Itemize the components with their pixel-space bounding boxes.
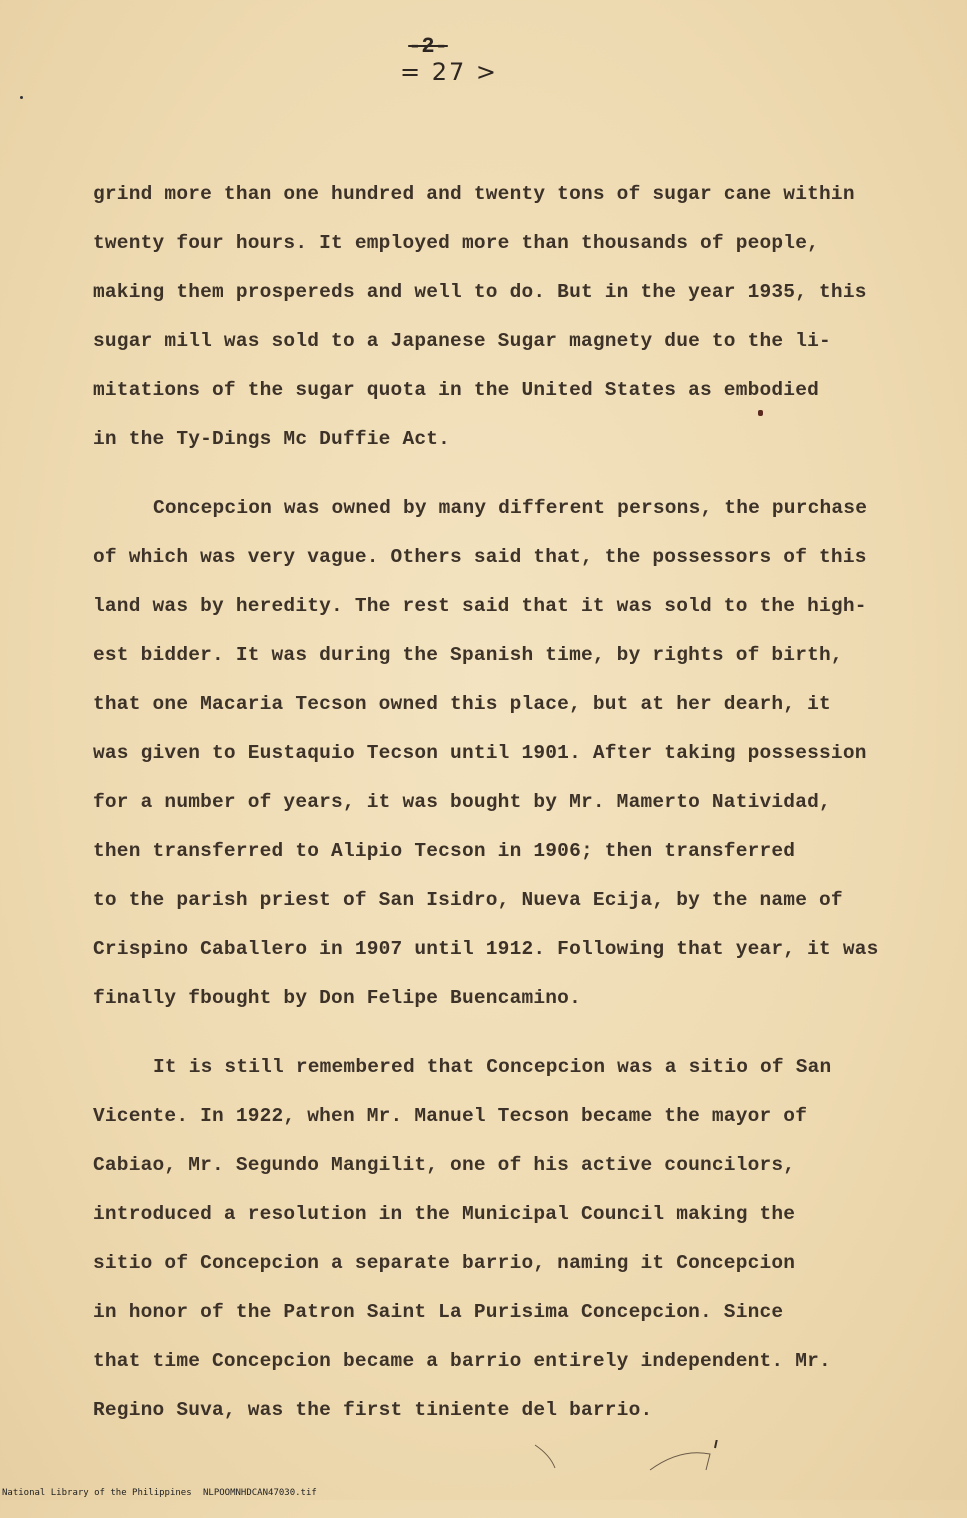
- library-credit: National Library of the Philippines: [2, 1488, 192, 1498]
- text-line: Vicente. In 1922, when Mr. Manuel Tecson became the mayor of: [93, 1105, 808, 1127]
- text-line: making them prospereds and well to do. But in the year 1935, this: [93, 281, 867, 303]
- text-line: Crispino Caballero in 1907 until 1912. Following that year, it was: [93, 938, 879, 960]
- paragraph-2: [93, 484, 903, 1023]
- page-number-struck: -2-: [408, 34, 448, 59]
- page-number: = 27 >: [400, 58, 499, 86]
- text-line: in honor of the Patron Saint La Purisima Concepcion. Since: [93, 1301, 784, 1323]
- text-line: grind more than one hundred and twenty tons of sugar cane within: [93, 183, 855, 205]
- text-line: that one Macaria Tecson owned this place, but at her dearh, it: [93, 693, 831, 715]
- text-line: then transferred to Alipio Tecson in 1906; then transferred: [93, 840, 796, 862]
- text-line: of which was very vague. Others said that, the possessors of this: [93, 546, 867, 568]
- pencil-scribble: [530, 1440, 720, 1480]
- text-line: for a number of years, it was bought by Mr. Mamerto Natividad,: [93, 791, 831, 813]
- text-line: to the parish priest of San Isidro, Nueva Ecija, by the name of: [93, 889, 843, 911]
- scan-filename: NLPOOMNHDCAN47030.tif: [203, 1488, 317, 1498]
- text-line: sugar mill was sold to a Japanese Sugar magnety due to the li-: [93, 330, 831, 352]
- text-line: It is still remembered that Concepcion was a sitio of San: [153, 1056, 832, 1078]
- text-line: Cabiao, Mr. Segundo Mangilit, one of his active councilors,: [93, 1154, 796, 1176]
- scan-footer: [0, 1488, 967, 1500]
- text-line: est bidder. It was during the Spanish time, by rights of birth,: [93, 644, 843, 666]
- text-line: that time Concepcion became a barrio entirely independent. Mr.: [93, 1350, 831, 1372]
- text-line: was given to Eustaquio Tecson until 1901. After taking possession: [93, 742, 867, 764]
- paragraph-3: [93, 1043, 903, 1435]
- text-line: mitations of the sugar quota in the United States as embodied: [93, 379, 820, 401]
- text-line: in the Ty-Dings Mc Duffie Act.: [93, 428, 451, 450]
- paragraph-1: [93, 170, 903, 464]
- document-body: [93, 170, 903, 1455]
- text-line: twenty four hours. It employed more than thousands of people,: [93, 232, 820, 254]
- text-line: Concepcion was owned by many different persons, the purchase: [153, 497, 868, 519]
- text-line: land was by heredity. The rest said that it was sold to the high-: [93, 595, 867, 617]
- ink-mark: [758, 410, 763, 416]
- text-line: Regino Suva, was the first tiniente del barrio.: [93, 1399, 653, 1421]
- ink-speck: [20, 96, 23, 99]
- text-line: finally fbought by Don Felipe Buencamino.: [93, 987, 581, 1009]
- text-line: sitio of Concepcion a separate barrio, naming it Concepcion: [93, 1252, 796, 1274]
- text-line: introduced a resolution in the Municipal Council making the: [93, 1203, 796, 1225]
